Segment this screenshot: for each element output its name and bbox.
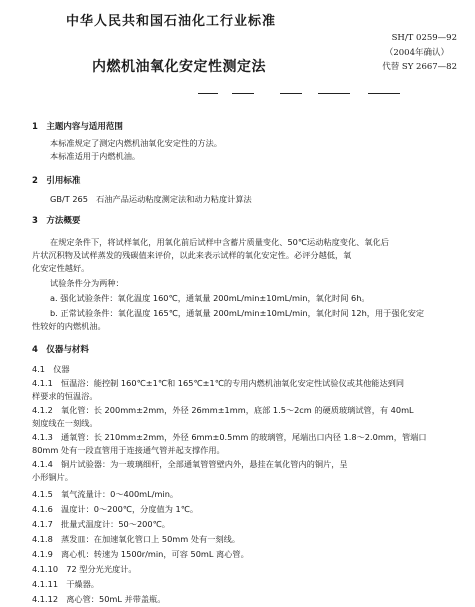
paragraph: 本标准适用于内燃机油。 — [50, 151, 141, 161]
subsection-heading: 4.1 仪器 — [32, 364, 70, 374]
paragraph: 片状沉积物及试样蒸发的残碳值来评价，以此来表示试样的氧化安定性。必评分越低，氧 — [32, 250, 352, 260]
header-org: 中华人民共和国石油化工行业标准 — [66, 14, 277, 29]
paragraph: 在规定条件下，将试样氧化，用氧化前后试样中含蓄片质量变化、50℃运动粘度变化、氧化后 — [50, 237, 389, 247]
paragraph: 小形铜片。 — [32, 472, 73, 482]
paragraph: GB/T 265 石油产品运动粘度测定法和动力粘度计算法 — [50, 194, 252, 204]
paragraph: 性较好的内燃机油。 — [32, 321, 106, 331]
section-heading: 1 主题内容与适用范围 — [32, 122, 123, 132]
standard-code: SH/T 0259—92 — [391, 33, 457, 43]
paragraph: b. 正常试验条件：氧化温度 165℃，通氧量 200mL/min±10mL/min，氧化时间 12h，用于强化安定 — [50, 308, 425, 318]
paragraph: 试验条件分为两种： — [50, 278, 124, 288]
paragraph: 4.1.2 氧化管：长 200mm±2mm，外径 26mm±1mm，底部 1.5～2cm 的硬质玻璃试管，有 40mL — [32, 405, 414, 415]
paragraph: 4.1.4 铜片试验器：为一玻璃细杆，全部通氧管管壁内外，悬挂在氧化管内的铜片，呈 — [32, 459, 348, 469]
list-item: 4.1.5 氧气流量计：0～400mL/min。 — [32, 489, 179, 499]
divider — [232, 93, 254, 94]
paragraph: a. 强化试验条件：氧化温度 160℃，通氧量 200mL/min±10mL/min，氧化时间 6h。 — [50, 293, 370, 303]
paragraph: 80mm 处有一段直管用于连接通气管并起支撑作用。 — [32, 445, 225, 455]
document-title: 内燃机油氧化安定性测定法 — [92, 59, 266, 75]
paragraph: 刻度线在一刻线。 — [32, 418, 98, 428]
confirmed-year: （2004年确认） — [384, 48, 449, 58]
divider — [318, 93, 350, 94]
divider — [280, 93, 302, 94]
paragraph: 化安定性越好。 — [32, 263, 90, 273]
list-item: 4.1.12 离心管：50mL 并带盖瓶。 — [32, 594, 166, 604]
divider — [368, 93, 400, 94]
list-item: 4.1.8 蒸发皿：在加速氧化管口上 50mm 处有一刻线。 — [32, 534, 240, 544]
list-item: 4.1.11 干燥器。 — [32, 579, 99, 589]
list-item: 4.1.6 温度计：0～200℃，分度值为 1℃。 — [32, 504, 199, 514]
replaces-code: 代替 SY 2667—82 — [382, 62, 457, 72]
divider — [198, 93, 218, 94]
paragraph: 4.1.1 恒温浴：能控制 160℃±1℃和 165℃±1℃的专用内燃机油氧化安定性试验仪或其他能达到同 — [32, 378, 405, 388]
section-heading: 2 引用标准 — [32, 176, 81, 186]
paragraph: 本标准规定了测定内燃机油氧化安定性的方法。 — [50, 138, 222, 148]
section-heading: 4 仪器与材料 — [32, 345, 89, 355]
list-item: 4.1.10 72 型分光光度计。 — [32, 564, 137, 574]
list-item: 4.1.7 批量式温度计：50～200℃。 — [32, 519, 170, 529]
paragraph: 4.1.3 通氧管：长 210mm±2mm，外径 6mm±0.5mm 的玻璃管，尾端出口内径 1.8～2.0mm，管端口 — [32, 432, 427, 442]
paragraph: 样要求的恒温浴。 — [32, 391, 98, 401]
section-heading: 3 方法概要 — [32, 216, 81, 226]
list-item: 4.1.9 离心机：转速为 1500r/min，可容 50mL 离心管。 — [32, 549, 249, 559]
